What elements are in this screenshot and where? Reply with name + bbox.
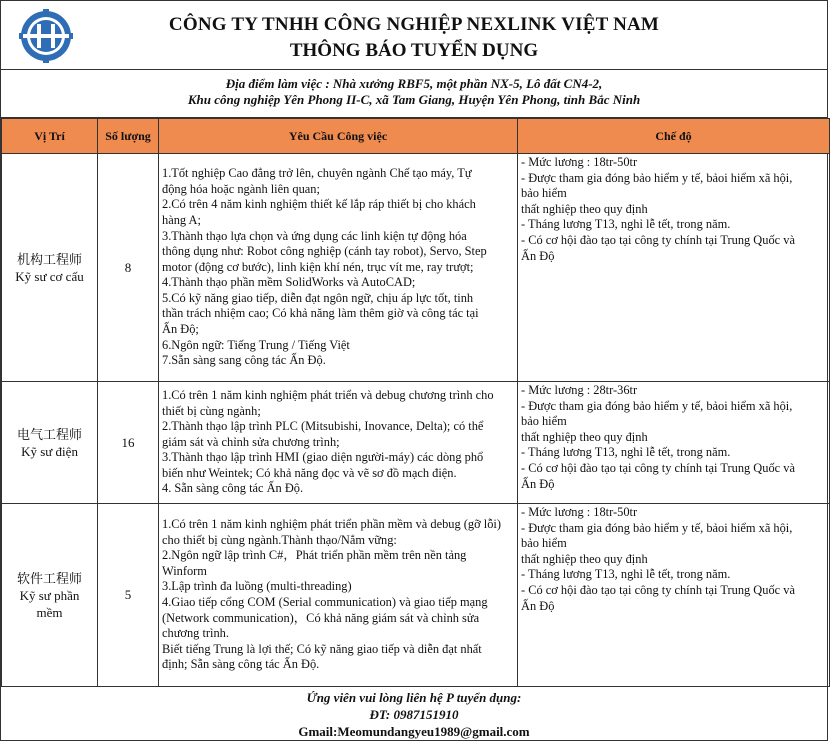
benefit-line: - Mức lương : 18tr-50tr <box>521 505 638 519</box>
table-row <box>2 154 830 382</box>
benefit-line: - Mức lương : 28tr-36tr <box>521 383 638 397</box>
requirements-cell <box>159 504 518 687</box>
header-benefits: Chế độ <box>518 119 830 154</box>
quantity-cell: 8 <box>98 154 159 382</box>
benefits-cell <box>518 504 830 687</box>
position-cell <box>2 382 98 504</box>
benefit-line: thất nghiệp theo quy định <box>521 201 648 216</box>
benefit-line: - Được tham gia đóng bảo hiểm y tế, bảoi hiểm xã hội, <box>521 398 793 413</box>
requirement-line: 4.Giao tiếp cổng COM (Serial communication) và giao tiếp mạng <box>162 595 488 609</box>
requirement-line: 1.Có trên 1 năm kinh nghiệm phát triển phần mềm và debug (gỡ lỗi) <box>162 517 501 532</box>
benefit-line: - Mức lương : 18tr-50tr <box>521 155 638 169</box>
requirement-line: 2.Ngôn ngữ lập trình C#，Phát triển phần mềm trên nền tảng <box>162 548 467 563</box>
position-vietnamese: Kỹ sư cơ cấu <box>15 268 84 284</box>
requirement-line: 3.Lập trình đa luồng (multi-threading) <box>162 579 352 594</box>
requirement-line: định; Sẵn sàng công tác Ấn Độ. <box>162 657 320 672</box>
benefit-line: thất nghiệp theo quy định <box>521 429 648 444</box>
requirement-line: chương trình. <box>162 626 229 641</box>
requirement-line: Winform <box>162 563 207 578</box>
location-line-2: Khu công nghiệp Yên Phong II-C, xã Tam Giang, Huyện Yên Phong, tỉnh Bắc Ninh <box>187 92 641 107</box>
requirement-line: Biết tiếng Trung là lợi thế; Có kỹ năng giao tiếp và diễn đạt nhất <box>162 641 482 656</box>
position-chinese: 软件工程师 <box>16 570 82 586</box>
contact-footer <box>1 687 827 740</box>
company-name: CÔNG TY TNHH CÔNG NGHIỆP NEXLINK VIỆT NAM <box>168 14 660 35</box>
contact-line: Ứng viên vui lòng liên hệ P tuyển dụng: <box>306 690 522 705</box>
requirement-line: thông dụng như: Robot công nghiệp (cánh tay robot), Servo, Step <box>162 244 487 259</box>
requirement-line: động hóa hoặc ngành liên quan; <box>162 181 320 196</box>
requirement-line: 1.Tốt nghiệp Cao đẳng trở lên, chuyên ngành Chế tạo máy, Tự <box>162 166 472 181</box>
table-row <box>2 504 830 687</box>
benefit-line: Ấn Độ <box>521 598 555 613</box>
requirement-line: thần trách nhiệm cao; Có khả năng làm thêm giờ và công tác tại <box>162 306 479 321</box>
requirement-line: 3.Thành thạo lựa chọn và ứng dụng các linh kiện tự động hóa <box>162 228 467 243</box>
benefit-line: - Tháng lương T13, nghỉ lễ tết, trong năm. <box>521 445 731 460</box>
header-position: Vị Trí <box>2 119 98 154</box>
benefit-line: - Có cơ hội đào tạo tại công ty chính tại Trung Quốc và <box>521 582 795 597</box>
table-header-row <box>2 119 830 154</box>
requirement-line: 3.Thành thạo lập trình HMI (giao diện người-máy) các dòng phổ <box>162 450 484 465</box>
requirement-line: cho thiết bị cùng ngành.Thành thạo/Nắm vững: <box>162 532 397 547</box>
requirement-line: motor (động cơ bước), linh kiện khí nén, trục vít me, ray trượt; <box>162 259 474 274</box>
position-vietnamese: Kỹ sư phần <box>19 587 80 603</box>
benefit-line: bảo hiểm <box>521 536 567 551</box>
header <box>1 1 827 70</box>
position-cell <box>2 504 98 687</box>
position-chinese: 电气工程师 <box>16 426 82 442</box>
requirement-line: 2.Thành thạo lập trình PLC (Mitsubishi, Inovance, Delta); có thể <box>162 419 484 434</box>
quantity-cell: 5 <box>98 504 159 687</box>
job-table <box>1 118 830 687</box>
requirement-line: (Network communication)，Có khả năng giám sát và chỉnh sửa <box>162 610 480 625</box>
requirement-line: 4.Thành thạo phần mềm SolidWorks và AutoCAD; <box>162 275 416 290</box>
position-vietnamese-cont: mềm <box>36 604 63 620</box>
requirement-line: biến như Weintek; Có khả năng đọc và vẽ sơ đồ mạch điện. <box>162 465 457 480</box>
benefit-line: - Có cơ hội đào tạo tại công ty chính tại Trung Quốc và <box>521 232 795 247</box>
work-location <box>1 70 827 118</box>
benefit-line: - Tháng lương T13, nghỉ lễ tết, trong năm. <box>521 567 731 582</box>
requirements-cell <box>159 382 518 504</box>
table-row <box>2 382 830 504</box>
benefit-line: - Được tham gia đóng bảo hiểm y tế, bảoi hiểm xã hội, <box>521 170 793 185</box>
benefit-line: - Tháng lương T13, nghỉ lễ tết, trong năm. <box>521 217 731 232</box>
requirement-line: 7.Sẵn sàng sang công tác Ấn Độ. <box>162 353 326 368</box>
location-line-1: Địa điểm làm việc : Nhà xưởng RBF5, một phần NX-5, Lô đất CN4-2, <box>225 76 603 91</box>
contact-email: Gmail:Meomundangyeu1989@gmail.com <box>298 724 530 739</box>
requirement-line: 4. Sẵn sàng công tác Ấn Độ. <box>162 481 304 496</box>
header-quantity: Số lượng <box>98 119 159 154</box>
requirement-line: 5.Có kỹ năng giao tiếp, diễn đạt ngôn ngữ, chịu áp lực tốt, tinh <box>162 290 474 305</box>
position-vietnamese: Kỹ sư điện <box>21 443 78 459</box>
position-cell <box>2 154 98 382</box>
requirements-cell <box>159 154 518 382</box>
benefit-line: Ấn Độ <box>521 248 555 263</box>
benefit-line: thất nghiệp theo quy định <box>521 551 648 566</box>
benefit-line: Ấn Độ <box>521 476 555 491</box>
requirement-line: 1.Có trên 1 năm kinh nghiệm phát triển và debug chương trình cho <box>162 387 494 402</box>
requirement-line: thiết bị cùng ngành; <box>162 403 261 418</box>
notice-title: THÔNG BÁO TUYỂN DỤNG <box>289 40 539 61</box>
header-requirements: Yêu Cầu Công việc <box>159 119 518 154</box>
benefit-line: bảo hiểm <box>521 414 567 429</box>
benefits-cell <box>518 154 830 382</box>
benefits-cell <box>518 382 830 504</box>
requirement-line: 6.Ngôn ngữ: Tiếng Trung / Tiếng Việt <box>162 337 350 352</box>
benefit-line: - Có cơ hội đào tạo tại công ty chính tại Trung Quốc và <box>521 460 795 475</box>
quantity-cell: 16 <box>98 382 159 504</box>
requirement-line: 2.Có trên 4 năm kinh nghiệm thiết kế lắp ráp thiết bị cho khách <box>162 197 476 212</box>
position-chinese: 机构工程师 <box>16 251 82 267</box>
requirement-line: hàng A; <box>162 212 201 227</box>
requirement-line: Ấn Độ; <box>162 322 199 337</box>
requirement-line: giám sát và chỉnh sửa chương trình; <box>162 434 340 449</box>
benefit-line: bảo hiểm <box>521 186 567 201</box>
benefit-line: - Được tham gia đóng bảo hiểm y tế, bảoi hiểm xã hội, <box>521 520 793 535</box>
contact-phone: ĐT: 0987151910 <box>369 707 459 722</box>
